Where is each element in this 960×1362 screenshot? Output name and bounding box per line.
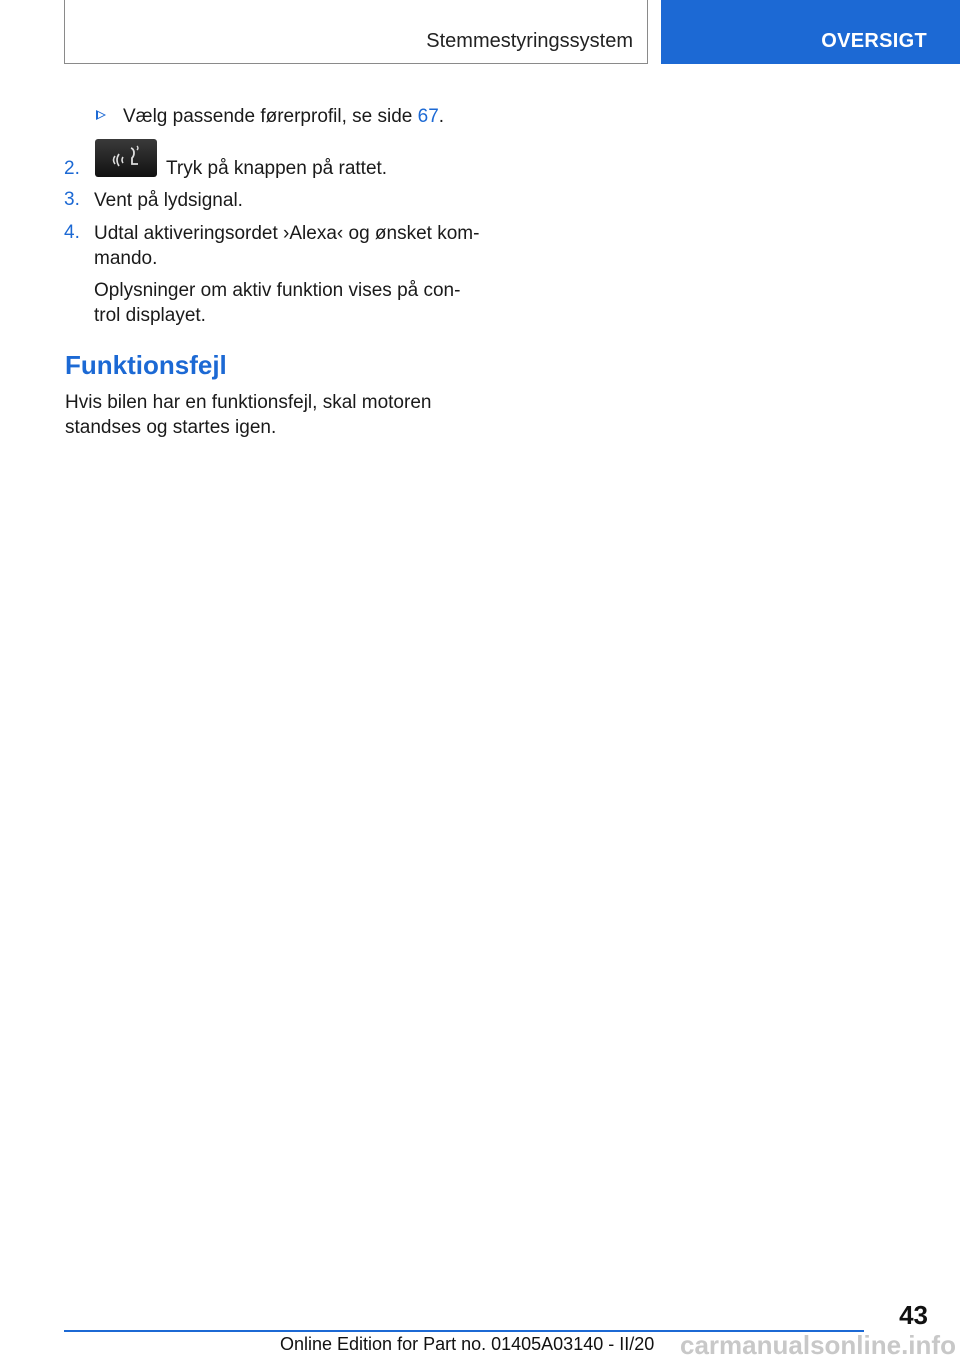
section-title: Stemmestyringssystem (426, 30, 633, 52)
section-heading: Funktionsfejl (65, 350, 227, 380)
step-number: 3. (64, 189, 80, 210)
footer-edition: Online Edition for Part no. 01405A03140 - II/20 (280, 1334, 655, 1354)
tab-oversigt[interactable] (661, 0, 960, 64)
step-number: 2. (64, 158, 80, 179)
bullet-text: Vælg passende førerprofil, se side (123, 106, 418, 127)
step-text: Tryk på knappen på rattet. (166, 158, 388, 179)
note-text-continued: trol displayet. (94, 305, 206, 326)
watermark: carmanualsonline.info (680, 1330, 956, 1360)
note-text: Oplysninger om aktiv funktion vises på con- (94, 280, 461, 301)
step-text-continued: mando. (94, 248, 158, 269)
step-text: Vent på lydsignal. (94, 190, 243, 211)
page-link[interactable]: 67 (417, 106, 439, 127)
triangle-bullet-icon (96, 110, 106, 120)
step-number: 4. (64, 222, 80, 243)
bullet-suffix: . (438, 106, 445, 127)
page-number: 43 (899, 1300, 928, 1330)
voice-command-icon (95, 139, 157, 177)
paragraph-text-continued: standses og startes igen. (65, 417, 277, 438)
header-section-box (64, 0, 648, 64)
paragraph-text: Hvis bilen har en funktionsfejl, skal motoren (65, 392, 432, 413)
bullet-item (123, 104, 444, 129)
step-text: Udtal aktiveringsordet ›Alexa‹ og ønsket kom- (94, 223, 480, 244)
tab-label: OVERSIGT (821, 30, 927, 52)
